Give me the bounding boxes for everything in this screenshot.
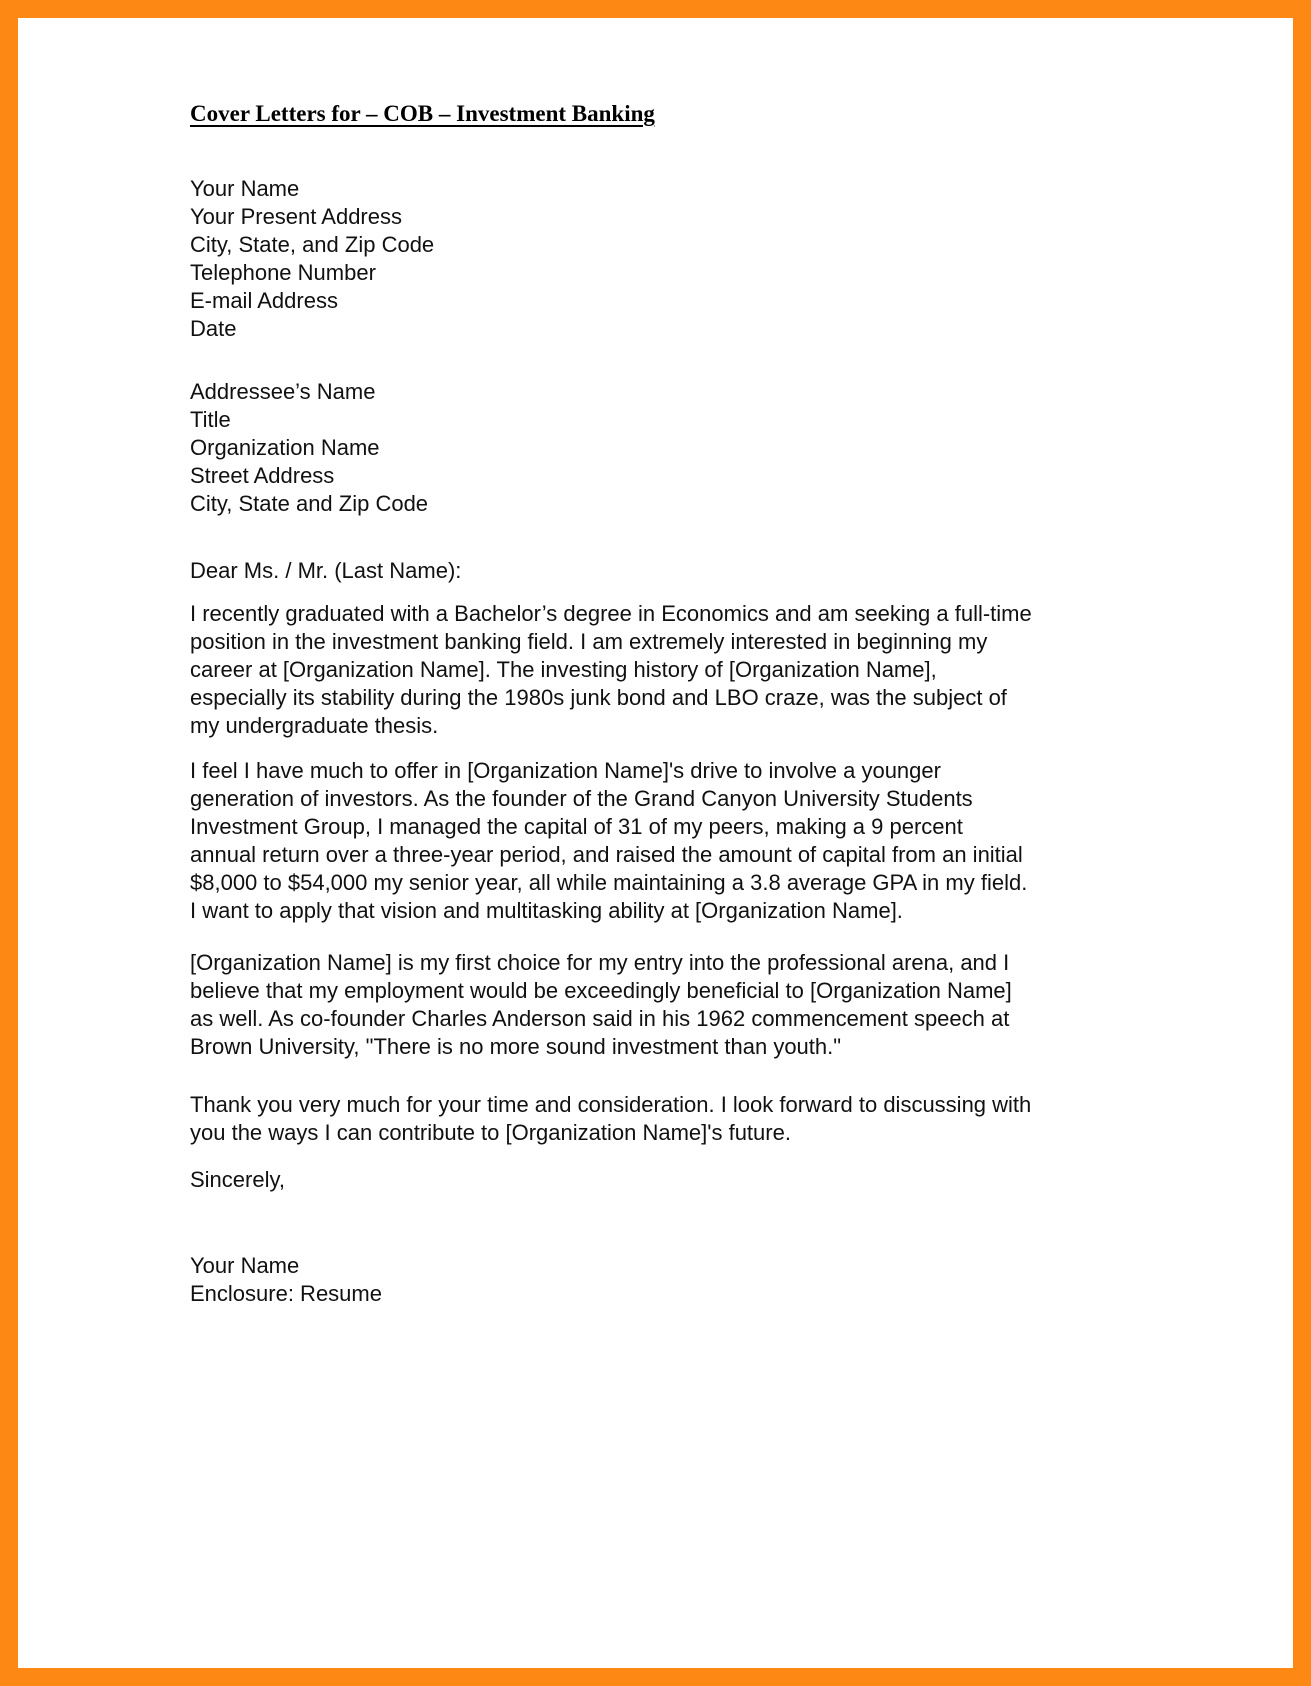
sender-city-state-zip-line: City, State, and Zip Code xyxy=(190,232,435,257)
sender-telephone-line: Telephone Number xyxy=(190,260,376,285)
sender-date-line: Date xyxy=(190,316,237,341)
sender-name-line: Your Name xyxy=(190,176,300,201)
letter-content xyxy=(18,18,1058,1308)
letter-title: Cover Letters for – COB – Investment Banking xyxy=(190,101,655,126)
sender-block xyxy=(190,175,1035,343)
signature-block xyxy=(190,1252,1035,1308)
sender-email-line: E-mail Address xyxy=(190,288,338,313)
closing-line: Sincerely, xyxy=(190,1167,285,1192)
addressee-block xyxy=(190,378,1035,518)
addressee-name-line: Addressee’s Name xyxy=(190,379,376,404)
body-paragraph-4: Thank you very much for your time and consideration. I look forward to discussing with you the ways I can contribute to [Organization Name]'s future. xyxy=(190,1092,1032,1145)
body-paragraph-3: [Organization Name] is my first choice for my entry into the professional arena, and I believe that my employment would be exceedingly beneficial to [Organization Name] as well. As co-founder Charles Anderson said in his 1962 commencement speech at Brown University, "There is no more sound investment than youth." xyxy=(190,950,1012,1059)
addressee-title-line: Title xyxy=(190,407,231,432)
addressee-city-state-zip-line: City, State and Zip Code xyxy=(190,491,429,516)
signature-enclosure-line: Enclosure: Resume xyxy=(190,1281,382,1306)
body-paragraph-2: I feel I have much to offer in [Organization Name]'s drive to involve a younger generation of investors. As the founder of the Grand Canyon University Students Investment Group, I managed the capital of 31 of my peers, making a 9 percent annual return over a three-year period, and raised the amount of capital from an initial $8,000 to $54,000 my senior year, all while maintaining a 3.8 average GPA in my field. I want to apply that vision and multitasking ability at [Organization Name]. xyxy=(190,758,1028,923)
salutation: Dear Ms. / Mr. (Last Name): xyxy=(190,558,462,583)
body-paragraph-1: I recently graduated with a Bachelor’s degree in Economics and am seeking a full-time position in the investment banking field. I am extremely interested in beginning my career at [Organization Name]. The investing history of [Organization Name], especially its stability during the 1980s junk bond and LBO craze, was the subject of my undergraduate thesis. xyxy=(190,601,1032,738)
addressee-street-line: Street Address xyxy=(190,463,335,488)
signature-name-line: Your Name xyxy=(190,1253,300,1278)
sender-address-line: Your Present Address xyxy=(190,204,402,229)
addressee-organization-line: Organization Name xyxy=(190,435,380,460)
